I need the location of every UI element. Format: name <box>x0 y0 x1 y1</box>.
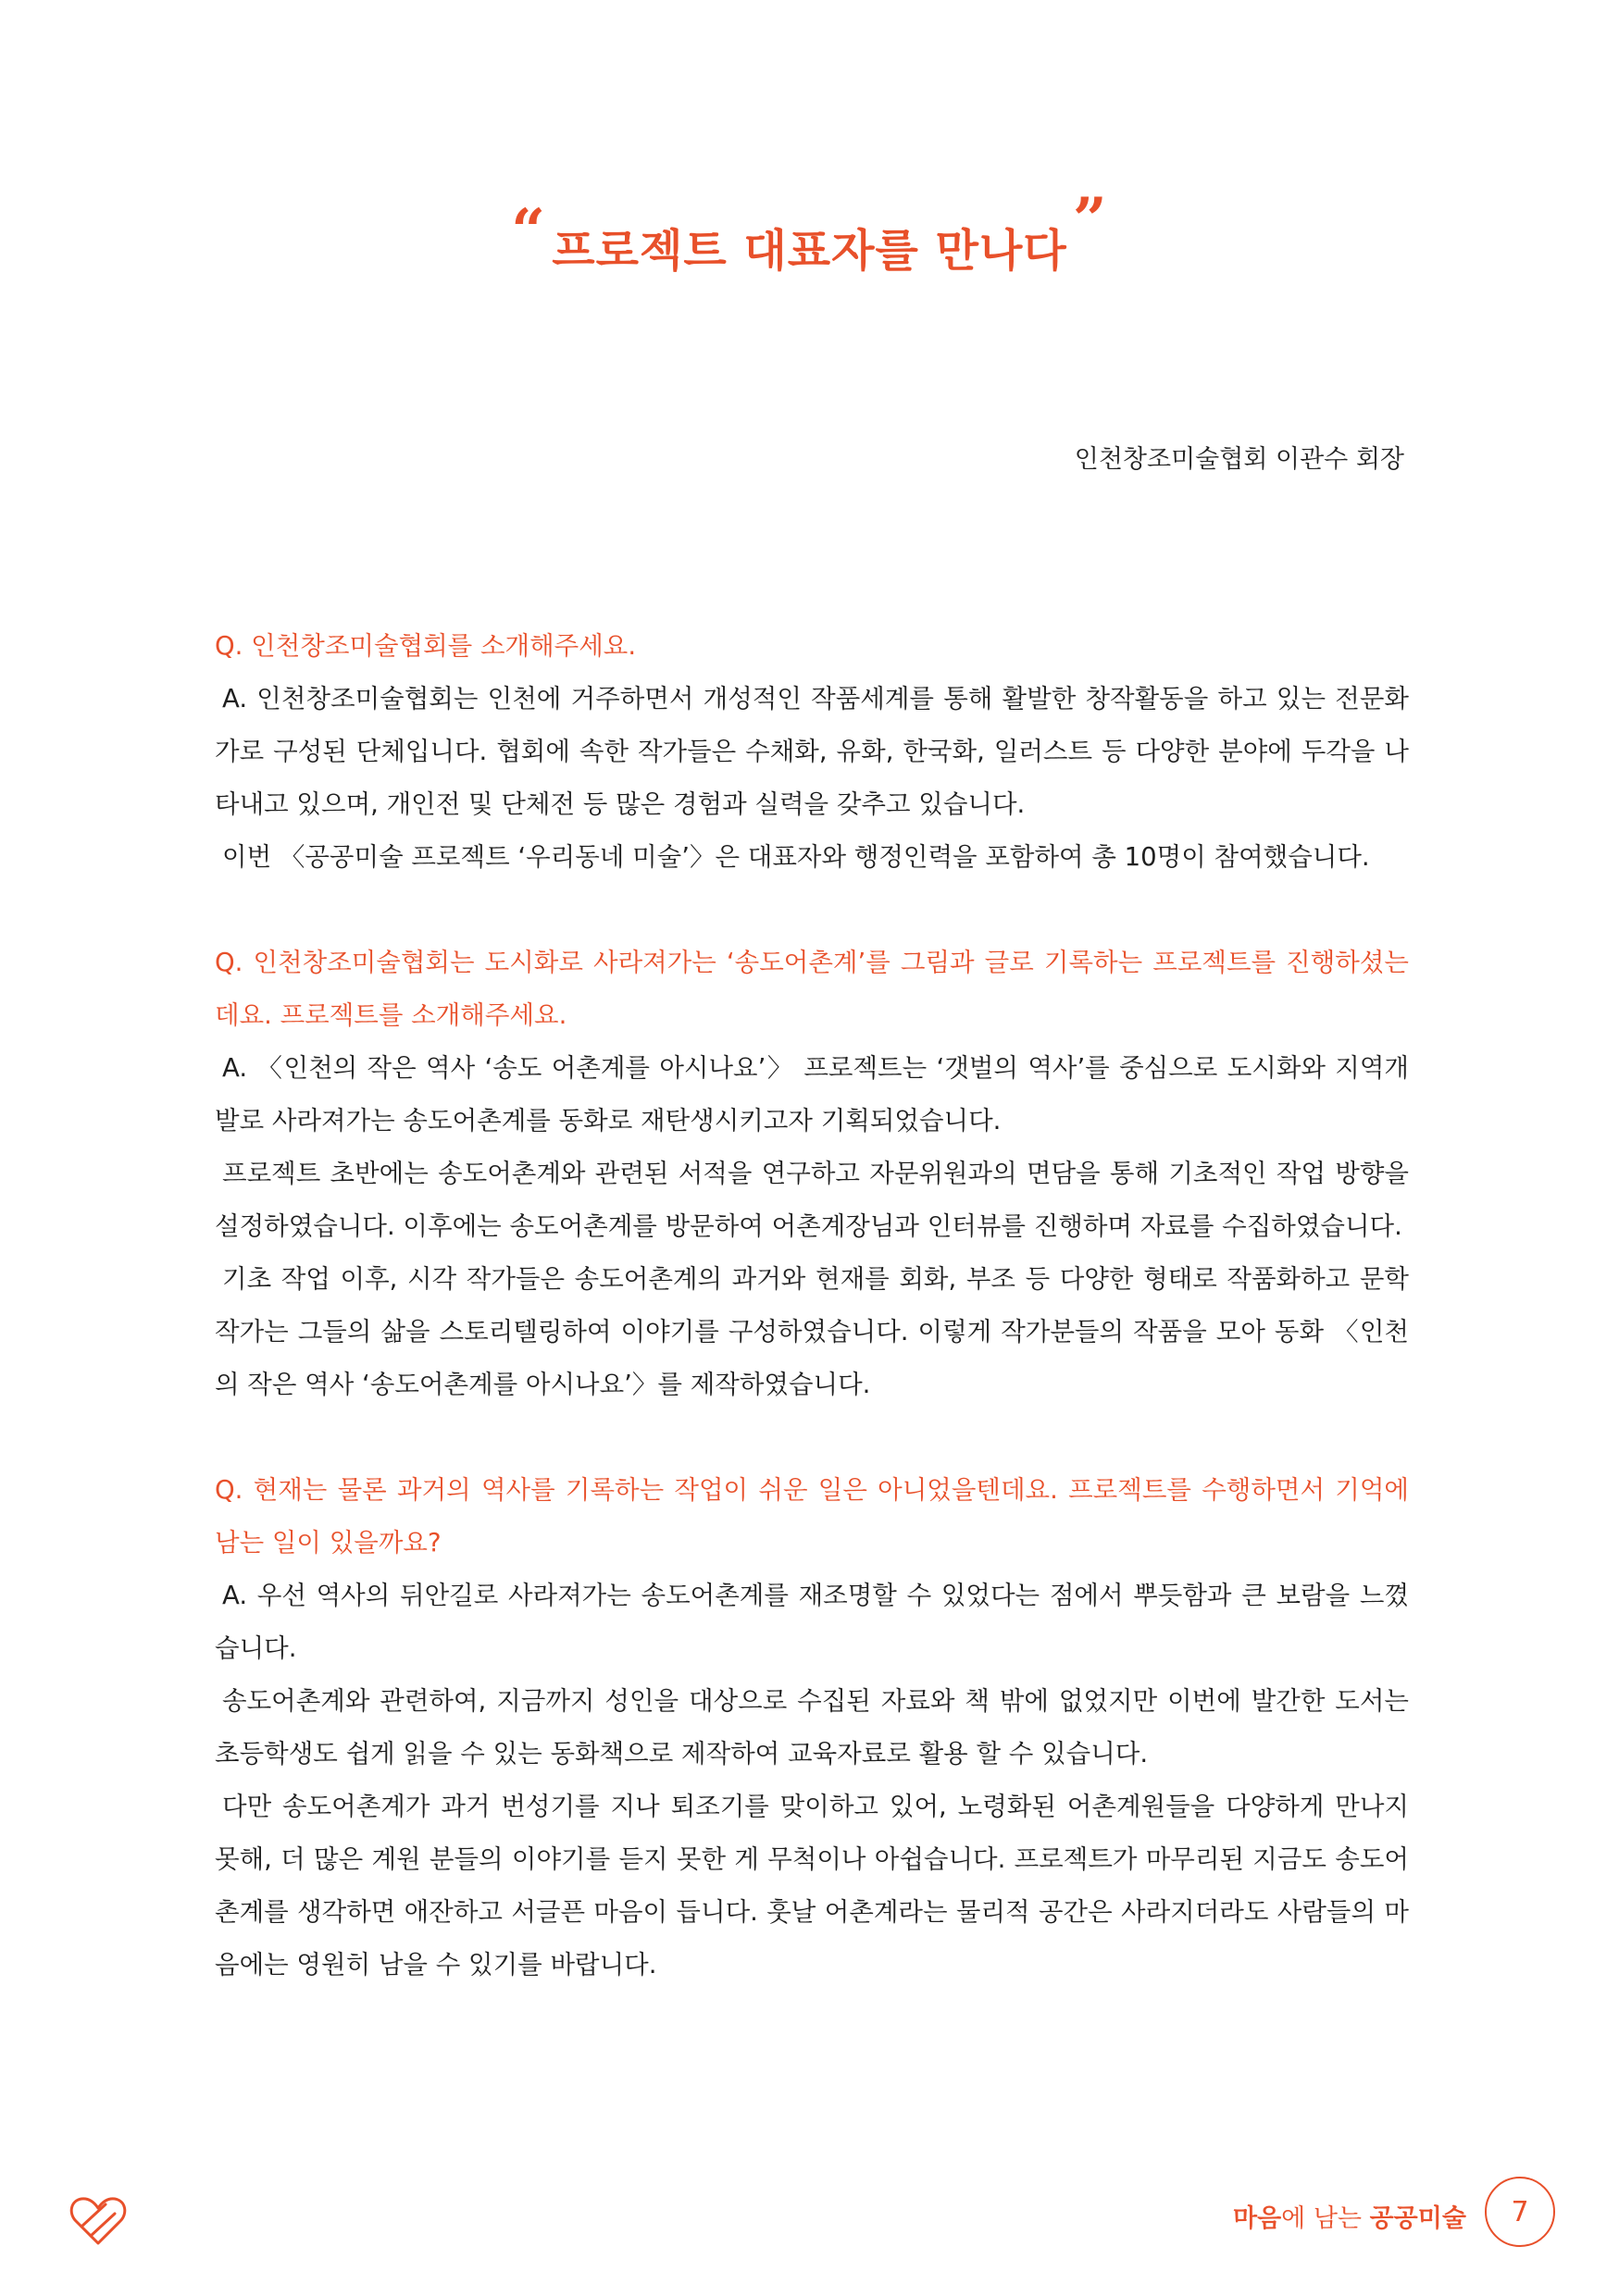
interview-content <box>215 620 1409 1992</box>
answer-1-2: 이번 〈공공미술 프로젝트 ‘우리동네 미술’〉은 대표자와 행정인력을 포함하여 총 10명이 참여했습니다. <box>222 842 1370 872</box>
section-gap <box>215 1411 1409 1464</box>
interviewee-name: 인천창조미술협회 이관수 회장 <box>1074 445 1404 474</box>
answer-2-2: 프로젝트 초반에는 송도어촌계와 관련된 서적을 연구하고 자문위원과의 면담을 통해 기초적인 작업 방향을 설정하였습니다. 이후에는 송도어촌계를 방문하여 어촌계장님과 인터뷰를 진행하며 자료를 수집하였습니다. <box>215 1159 1409 1241</box>
footer-brand-part1: 마음 <box>1233 2204 1282 2233</box>
close-quote-mark: ” <box>1072 185 1108 254</box>
answer-3-3: 다만 송도어촌계가 과거 번성기를 지나 퇴조기를 맞이하고 있어, 노령화된 어촌계원들을 다양하게 만나지 못해, 더 많은 계원 분들의 이야기를 듣지 못한 게 무척이나 아쉽습니다. 프로젝트가 마무리된 지금도 송도어촌계를 생각하면 애잔하고 서글픈 마음이 듭니다. 훗날 어촌계라는 물리적 공간은 사라지더라도 사람들의 마음에는 영원히 남을 수 있기를 바랍니다. <box>215 1792 1409 1980</box>
section-gap <box>215 884 1409 937</box>
page-title-text: 프로젝트 대표자를 만나다 <box>552 225 1067 277</box>
section-1 <box>215 620 1409 884</box>
title-wrap <box>0 185 1619 279</box>
question-2: Q. 인천창조미술협회는 도시화로 사라져가는 ‘송도어촌계’를 그림과 글로 기록하는 프로젝트를 진행하셨는데요. 프로젝트를 소개해주세요. <box>215 948 1409 1030</box>
answer-3-2: 송도어촌계와 관련하여, 지금까지 성인을 대상으로 수집된 자료와 책 밖에 없었지만 이번에 발간한 도서는 초등학생도 쉽게 읽을 수 있는 동화책으로 제작하여 교육자료로 활용 할 수 있습니다. <box>215 1686 1409 1769</box>
section-3 <box>215 1464 1409 1992</box>
question-1: Q. 인천창조미술협회를 소개해주세요. <box>215 631 637 661</box>
answer-2-3: 기초 작업 이후, 시각 작가들은 송도어촌계의 과거와 현재를 회화, 부조 등 다양한 형태로 작품화하고 문학 작가는 그들의 삶을 스토리텔링하여 이야기를 구성하였습니다. 이렇게 작가분들의 작품을 모아 동화 〈인천의 작은 역사 ‘송도어촌계를 아시나요’〉를 제작하였습니다. <box>215 1264 1409 1399</box>
answer-1-1: A. 인천창조미술협회는 인천에 거주하면서 개성적인 작품세계를 통해 활발한 창작활동을 하고 있는 전문화가로 구성된 단체입니다. 협회에 속한 작가들은 수채화, 유화, 한국화, 일러스트 등 다양한 분야에 두각을 나타내고 있으며, 개인전 및 단체전 등 많은 경험과 실력을 갖추고 있습니다. <box>215 684 1409 819</box>
heart-outline-icon <box>68 2193 128 2249</box>
footer-brand <box>1233 2198 1466 2234</box>
answer-2-1: A. 〈인천의 작은 역사 ‘송도 어촌계를 아시나요’〉 프로젝트는 ‘갯벌의 역사’를 중심으로 도시화와 지역개발로 사라져가는 송도어촌계를 동화로 재탄생시키고자 기획되었습니다. <box>215 1053 1409 1136</box>
page-number-text: 7 <box>1511 2195 1529 2228</box>
section-2 <box>215 937 1409 1411</box>
footer-brand-part2: 에 남는 <box>1281 2204 1370 2233</box>
page-title <box>511 185 1108 279</box>
page-number <box>1485 2177 1555 2247</box>
footer-brand-part3: 공공미술 <box>1369 2204 1466 2233</box>
question-3: Q. 현재는 물론 과거의 역사를 기록하는 작업이 쉬운 일은 아니었을텐데요. 프로젝트를 수행하면서 기억에 남는 일이 있을까요? <box>215 1475 1409 1558</box>
open-quote-mark: “ <box>511 196 547 266</box>
answer-3-1: A. 우선 역사의 뒤안길로 사라져가는 송도어촌계를 재조명할 수 있었다는 점에서 뿌듯함과 큰 보람을 느꼈습니다. <box>215 1581 1409 1663</box>
